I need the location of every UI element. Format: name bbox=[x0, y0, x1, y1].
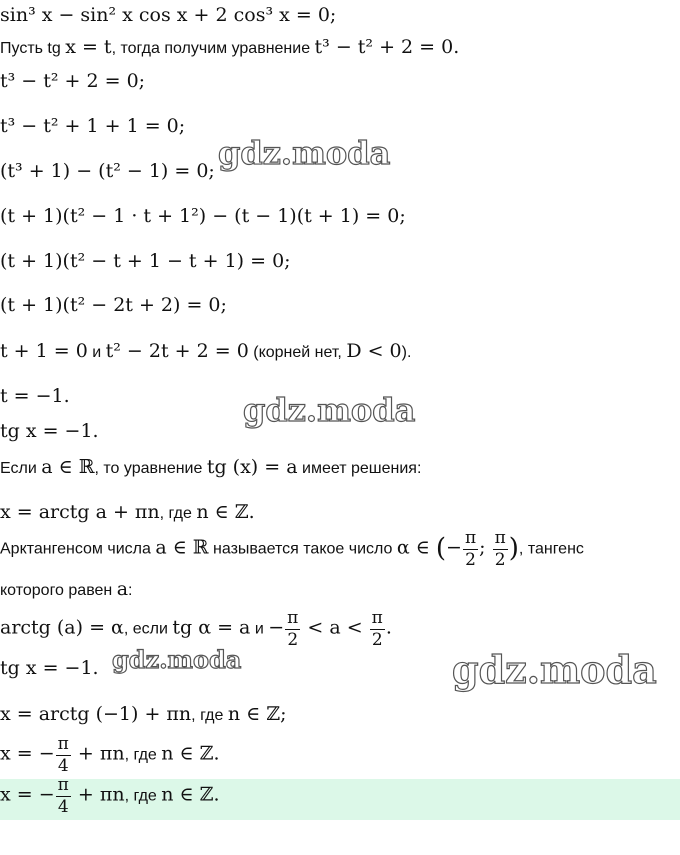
math-fragment: a bbox=[116, 578, 129, 600]
text-fragment: имеет решения: bbox=[297, 460, 422, 477]
fraction-numerator: π bbox=[371, 608, 383, 628]
watermark: gdz.moda bbox=[243, 391, 416, 429]
fraction-pi-over-4 bbox=[56, 736, 71, 776]
arctan-definition-line bbox=[0, 580, 132, 599]
math-fragment: x = arctg (−1) + πn bbox=[0, 703, 192, 725]
text-fragment: , где bbox=[124, 746, 162, 764]
fraction-denominator: 2 bbox=[494, 549, 506, 570]
text-fragment: которого равен bbox=[0, 582, 117, 599]
math-fragment: t² − 2t + 2 = 0 bbox=[105, 340, 249, 362]
watermark: gdz.moda bbox=[112, 645, 242, 674]
definition-line bbox=[0, 458, 421, 477]
math-fragment: + πn bbox=[71, 742, 125, 765]
text-fragment: , тогда получим уравнение bbox=[111, 40, 315, 57]
text-fragment: и bbox=[87, 344, 106, 361]
arctan-condition-line bbox=[0, 610, 392, 650]
math-fragment: x = − bbox=[0, 742, 55, 765]
math-fragment: a ∈ ℝ bbox=[155, 536, 209, 559]
equation-line: tg x = −1. bbox=[0, 657, 99, 679]
math-fragment: tg α = a bbox=[172, 616, 251, 639]
text-fragment: Если bbox=[0, 460, 42, 477]
fraction-denominator: 2 bbox=[287, 629, 299, 650]
fraction-pi-over-2 bbox=[370, 610, 385, 650]
math-fragment: n ∈ ℤ. bbox=[161, 783, 220, 806]
math-fragment: α ∈ bbox=[396, 536, 436, 559]
equation-line: sin³ x − sin² x cos x + 2 cos³ x = 0; bbox=[0, 4, 337, 26]
text-fragment: , где bbox=[124, 787, 162, 805]
text-fragment: Арктангенсом числа bbox=[0, 540, 156, 558]
fraction-pi-over-2 bbox=[463, 530, 478, 570]
watermark: gdz.moda bbox=[452, 647, 657, 692]
fraction-denominator: 4 bbox=[57, 755, 69, 776]
paren-close: ) bbox=[508, 533, 519, 564]
math-fragment: n ∈ ℤ; bbox=[227, 703, 287, 725]
math-fragment: t³ − t² + 2 = 0. bbox=[314, 36, 460, 58]
math-fragment: arctg (a) = α bbox=[0, 616, 124, 639]
text-fragment: , если bbox=[123, 620, 173, 638]
math-fragment: . bbox=[385, 616, 392, 639]
fraction-denominator: 2 bbox=[465, 549, 476, 570]
final-answer-line bbox=[0, 777, 220, 817]
equation-line: tg x = −1. bbox=[0, 420, 99, 442]
text-fragment: Пусть tg bbox=[0, 40, 66, 57]
equation-line: t³ − t² + 2 = 0; bbox=[0, 70, 146, 92]
math-fragment: n ∈ ℤ. bbox=[161, 742, 220, 765]
fraction-numerator: π bbox=[494, 528, 506, 548]
math-fragment: tg (x) = a bbox=[206, 456, 298, 478]
math-fragment: t + 1 = 0 bbox=[0, 340, 88, 362]
equation-line: (t + 1)(t² − 1 · t + 1²) − (t − 1)(t + 1) = 0; bbox=[0, 205, 406, 227]
arctan-definition-line bbox=[0, 530, 584, 570]
fraction-pi-over-2 bbox=[493, 530, 508, 570]
math-fragment: a ∈ ℝ bbox=[41, 456, 95, 478]
math-fragment: ; bbox=[479, 536, 492, 559]
roots-line bbox=[0, 342, 411, 361]
math-fragment: − bbox=[446, 536, 462, 559]
math-fragment: < a < bbox=[301, 616, 369, 639]
equation-line: (t³ + 1) − (t² − 1) = 0; bbox=[0, 160, 215, 182]
equation-line: (t + 1)(t² − 2t + 2) = 0; bbox=[0, 294, 227, 316]
math-fragment: n ∈ ℤ. bbox=[196, 501, 255, 523]
fraction-pi-over-2 bbox=[285, 610, 300, 650]
text-fragment: , где bbox=[191, 707, 228, 724]
text-fragment: ). bbox=[401, 344, 412, 361]
fraction-numerator: π bbox=[287, 608, 299, 628]
math-fragment: − bbox=[268, 616, 285, 639]
text-fragment: и bbox=[250, 620, 269, 638]
text-fragment: (корней нет, bbox=[248, 344, 347, 361]
math-fragment: + πn bbox=[71, 783, 125, 806]
text-fragment: называется такое число bbox=[208, 540, 397, 558]
text-fragment: : bbox=[128, 582, 133, 599]
fraction-numerator: π bbox=[57, 734, 69, 754]
text-fragment: , где bbox=[159, 505, 197, 522]
math-fragment: x = t bbox=[65, 36, 112, 58]
text-fragment: , тангенс bbox=[518, 540, 584, 558]
fraction-denominator: 2 bbox=[371, 629, 383, 650]
solution-line bbox=[0, 736, 220, 776]
equation-line: t = −1. bbox=[0, 385, 70, 407]
math-fragment: x = arctg a + πn bbox=[0, 501, 160, 523]
equation-line: t³ − t² + 1 + 1 = 0; bbox=[0, 115, 186, 137]
fraction-denominator: 4 bbox=[57, 796, 69, 817]
solution-line bbox=[0, 705, 287, 724]
equation-line: (t + 1)(t² − t + 1 − t + 1) = 0; bbox=[0, 250, 291, 272]
paren-open: ( bbox=[435, 533, 447, 564]
math-fragment: x = − bbox=[0, 783, 55, 806]
watermark: gdz.moda bbox=[218, 134, 391, 172]
general-solution-line bbox=[0, 503, 255, 522]
fraction-numerator: π bbox=[57, 775, 69, 795]
fraction-numerator: π bbox=[464, 528, 477, 548]
substitution-line bbox=[0, 38, 459, 57]
math-fragment: D < 0 bbox=[346, 340, 402, 362]
text-fragment: , то уравнение bbox=[94, 460, 207, 477]
fraction-pi-over-4 bbox=[56, 777, 71, 817]
